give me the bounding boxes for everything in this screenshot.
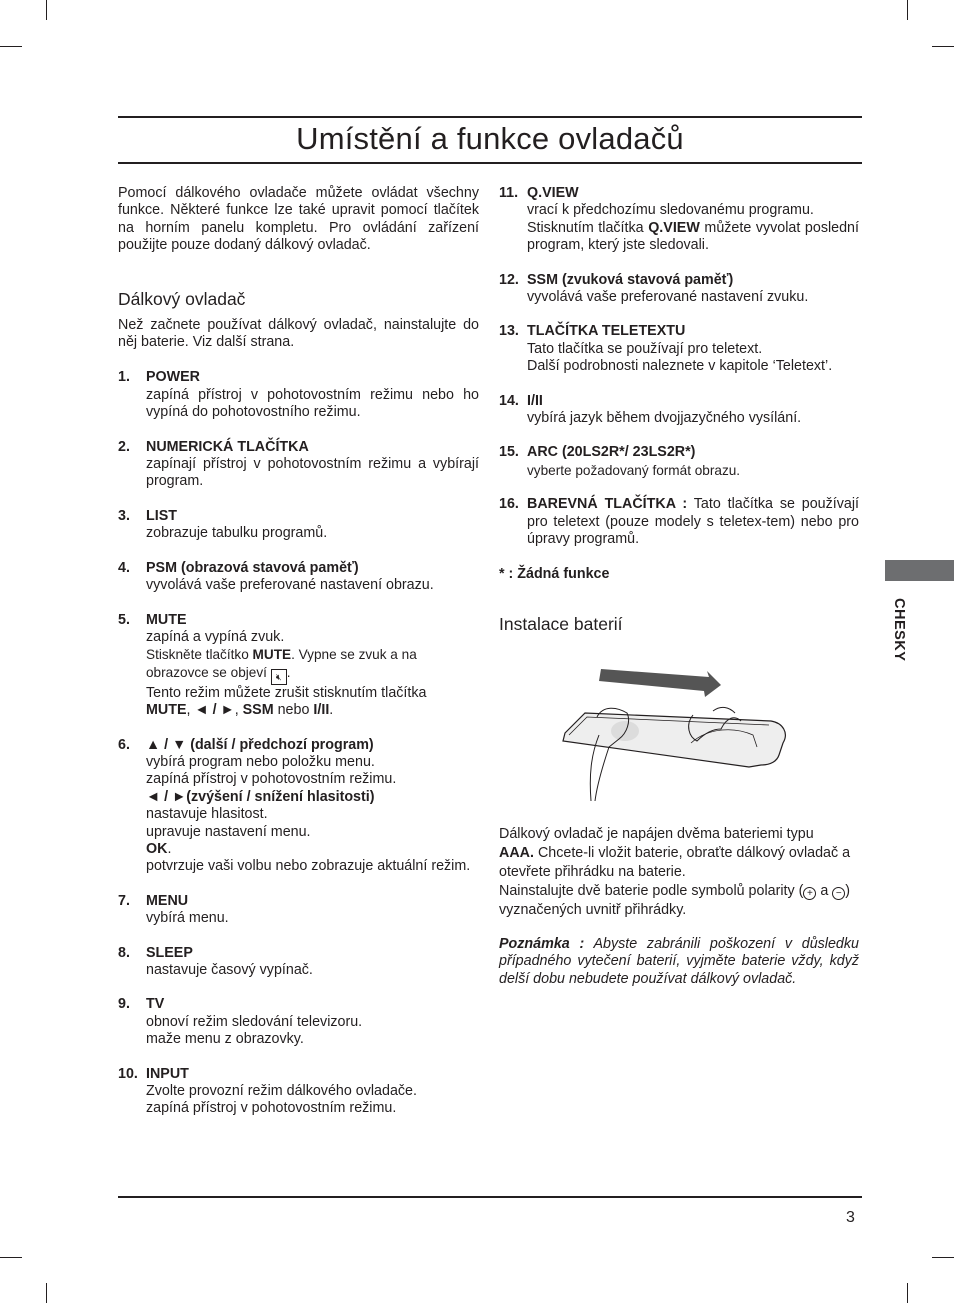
crop-mark bbox=[932, 1257, 954, 1258]
item-heading: SSM (zvuková stavová paměť) bbox=[527, 271, 734, 288]
item-number: 16. bbox=[499, 496, 519, 513]
item-description: vyvolává vaše preferované nastavení zvuku. bbox=[527, 289, 809, 306]
item-description: zapíná přístroj v pohotovostním režimu. bbox=[146, 1100, 397, 1117]
item-heading: INPUT bbox=[146, 1065, 189, 1082]
crop-mark bbox=[46, 0, 47, 20]
battery-text bbox=[499, 882, 859, 920]
item-description: vyberte požadovaný formát obrazu. bbox=[527, 462, 741, 478]
item-description: obnoví režim sledování televizoru. bbox=[146, 1013, 363, 1030]
list-item bbox=[499, 185, 859, 255]
battery-text: Nainstalujte dvě baterie podle symbolů polarity ( bbox=[499, 882, 804, 899]
item-description: vybírá program nebo položku menu. bbox=[146, 753, 375, 770]
crop-mark bbox=[0, 1257, 22, 1258]
list-item bbox=[499, 496, 859, 548]
list-item bbox=[499, 323, 859, 375]
qview-text: Stisknutím tlačítka bbox=[527, 219, 644, 236]
language-tab-label: CHESKY bbox=[891, 598, 907, 662]
page-number: 3 bbox=[846, 1209, 855, 1226]
plus-icon: + bbox=[803, 887, 816, 900]
mute-detail-text: . Vypne se zvuk a na obrazovce se objeví bbox=[146, 647, 417, 680]
list-item bbox=[118, 508, 479, 543]
battery-text bbox=[499, 844, 859, 882]
crop-mark bbox=[907, 0, 908, 20]
item-number: 11. bbox=[499, 185, 519, 201]
item-number: 15. bbox=[499, 444, 519, 461]
mute-key: MUTE bbox=[146, 702, 187, 719]
conjunction: nebo bbox=[277, 702, 310, 719]
footnote: * : Žádná funkce bbox=[499, 565, 610, 582]
page-title: Umístění a funkce ovladačů bbox=[296, 121, 684, 156]
list-item bbox=[118, 369, 479, 421]
item-description: Zvolte provozní režim dálkového ovladače. bbox=[146, 1083, 417, 1100]
item-description: maže menu z obrazovky. bbox=[146, 1031, 304, 1048]
item-number: 12. bbox=[499, 271, 519, 288]
item-number: 3. bbox=[118, 507, 130, 524]
item-number: 4. bbox=[118, 559, 130, 576]
mute-icon: 🔇︎ bbox=[271, 669, 287, 685]
item-number: 13. bbox=[499, 323, 519, 340]
item-description: vrací k předchozímu sledovanému programu. bbox=[527, 202, 814, 219]
battery-cover-illustration bbox=[499, 655, 859, 815]
volume-keys: ◄ / ► bbox=[194, 702, 235, 719]
item-heading: Q.VIEW bbox=[527, 185, 579, 201]
minus-icon: − bbox=[832, 887, 845, 900]
language-tab-bar bbox=[885, 560, 954, 581]
item-heading: POWER bbox=[146, 369, 201, 386]
item-number: 2. bbox=[118, 438, 130, 455]
list-item bbox=[118, 612, 479, 720]
item-subheading: ◄ / ►(zvýšení / snížení hlasitosti) bbox=[146, 788, 375, 805]
intro-text: Pomocí dálkového ovladače můžete ovládat všechny funkce. Některé funkce lze také upravit pomocí tlačítek na horním panelu kompletu. Pro ovládání zařízení použijte pouze dodaný dálkový ovladač. bbox=[118, 185, 479, 254]
item-heading: NUMERICKÁ TLAČÍTKA bbox=[146, 438, 309, 455]
item-description: vybírá jazyk během dvojjazyčného vysílání. bbox=[527, 410, 802, 427]
mute-detail-text: Stiskněte tlačítko bbox=[146, 647, 253, 663]
battery-text: Dálkový ovladač je napájen dvěma bateriemi typu bbox=[499, 825, 814, 842]
item-description: Další podrobnosti naleznete v kapitole ‘Teletext’. bbox=[527, 358, 833, 375]
item-heading: TLAČÍTKA TELETEXTU bbox=[527, 323, 686, 340]
list-item bbox=[118, 996, 479, 1048]
list-item bbox=[499, 444, 859, 479]
list-item bbox=[118, 1066, 479, 1118]
item-number: 5. bbox=[118, 611, 130, 628]
ok-key: OK bbox=[146, 840, 168, 857]
item-description: vyvolává vaše preferované nastavení obrazu. bbox=[146, 577, 434, 594]
item-description: upravuje nastavení menu. bbox=[146, 823, 311, 840]
list-item bbox=[499, 393, 859, 428]
item-number: 8. bbox=[118, 944, 130, 961]
item-heading: I/II bbox=[527, 392, 543, 409]
item-description: zapíná a vypíná zvuk. bbox=[146, 628, 285, 645]
mute-key: MUTE bbox=[252, 647, 292, 663]
item-heading: ▲ / ▼ (další / předchozí program) bbox=[146, 736, 374, 753]
item-number: 14. bbox=[499, 392, 519, 409]
crop-mark bbox=[0, 46, 22, 47]
list-item bbox=[118, 439, 479, 491]
item-number: 7. bbox=[118, 892, 130, 909]
item-heading: SLEEP bbox=[146, 944, 193, 961]
list-item bbox=[118, 737, 479, 876]
mute-detail: Stiskněte tlačítko MUTE. Vypne se zvuk a na obrazovce se objeví 🔇︎ . bbox=[146, 646, 479, 684]
item-heading: PSM (obrazová stavová paměť) bbox=[146, 559, 359, 576]
item-heading: ARC (20LS2R*/ 23LS2R*) bbox=[527, 444, 696, 461]
item-description-text: Tato tlačítka se používají pro teletext (pouze modely s teletex-tem) nebo pro úpravy programů. bbox=[527, 496, 860, 548]
battery-instructions bbox=[499, 825, 859, 920]
item-description: zobrazuje tabulku programů. bbox=[146, 525, 328, 542]
battery-text: Chcete-li vložit baterie, obraťte dálkový ovladač a otevřete přihrádku na baterie. bbox=[499, 844, 851, 880]
item-heading: MENU bbox=[146, 892, 189, 909]
qview-key: Q.VIEW bbox=[648, 219, 700, 236]
battery-heading: Instalace baterií bbox=[499, 613, 623, 634]
battery-type: AAA. bbox=[499, 844, 534, 861]
i-ii-key: I/II bbox=[313, 702, 330, 719]
mute-cancel-keys: MUTE, ◄ / ►, SSM nebo I/II. bbox=[146, 702, 334, 719]
arrow-icon bbox=[599, 669, 721, 697]
item-description bbox=[527, 220, 859, 255]
right-column bbox=[499, 185, 859, 988]
item-description: vybírá menu. bbox=[146, 910, 229, 927]
note bbox=[499, 936, 859, 988]
item-heading: TV bbox=[146, 996, 165, 1013]
item-number: 1. bbox=[118, 369, 130, 386]
item-description: zapínají přístroj v pohotovostním režimu a vybírají program. bbox=[146, 456, 479, 490]
item-description: nastavuje časový vypínač. bbox=[146, 962, 313, 978]
battery-text: ) vyznačených uvnitř přihrádky. bbox=[499, 882, 851, 918]
left-column bbox=[118, 185, 479, 1118]
list-item bbox=[118, 945, 479, 980]
ok-line: OK. bbox=[146, 840, 172, 857]
list-item bbox=[118, 560, 479, 595]
crop-mark bbox=[907, 1283, 908, 1303]
item-description: zapíná přístroj v pohotovostním režimu. bbox=[146, 771, 397, 788]
note-label: Poznámka : bbox=[499, 935, 585, 952]
item-number: 9. bbox=[118, 996, 130, 1013]
item-description bbox=[527, 496, 859, 548]
remote-heading: Dálkový ovladač bbox=[118, 288, 246, 309]
item-description: zapíná přístroj v pohotovostním režimu nebo ho vypíná do pohotovostního režimu. bbox=[146, 386, 479, 421]
item-description: Tato tlačítka se používají pro teletext. bbox=[527, 340, 763, 357]
note-text: Abyste zabránili poškození v důsledku případného vytečení baterií, vyjměte baterie vždy, když delší dobu nebudete používat dálkový ovladač. bbox=[499, 935, 859, 987]
list-item bbox=[118, 893, 479, 928]
crop-mark bbox=[932, 46, 954, 47]
item-heading: BAREVNÁ TLAČÍTKA : bbox=[527, 496, 688, 513]
item-heading: MUTE bbox=[146, 611, 187, 628]
item-number: 10. bbox=[118, 1065, 138, 1082]
remote-intro: Než začnete používat dálkový ovladač, nainstalujte do něj baterie. Viz další strana. bbox=[118, 316, 479, 351]
footer-rule bbox=[118, 1196, 862, 1198]
mute-cancel-text: Tento režim můžete zrušit stisknutím tlačítka bbox=[146, 684, 427, 701]
qview-text: můžete vyvolat poslední program, který jste sledovali. bbox=[527, 219, 859, 254]
ssm-key: SSM bbox=[242, 702, 274, 719]
title-bottom-rule bbox=[118, 162, 862, 164]
crop-mark bbox=[46, 1283, 47, 1303]
item-description: potvrzuje vaši volbu nebo zobrazuje aktuální režim. bbox=[146, 858, 471, 875]
item-number: 6. bbox=[118, 736, 130, 753]
list-item bbox=[499, 272, 859, 307]
item-description: nastavuje hlasitost. bbox=[146, 806, 268, 823]
battery-text: a bbox=[820, 882, 829, 899]
item-heading: LIST bbox=[146, 507, 177, 524]
